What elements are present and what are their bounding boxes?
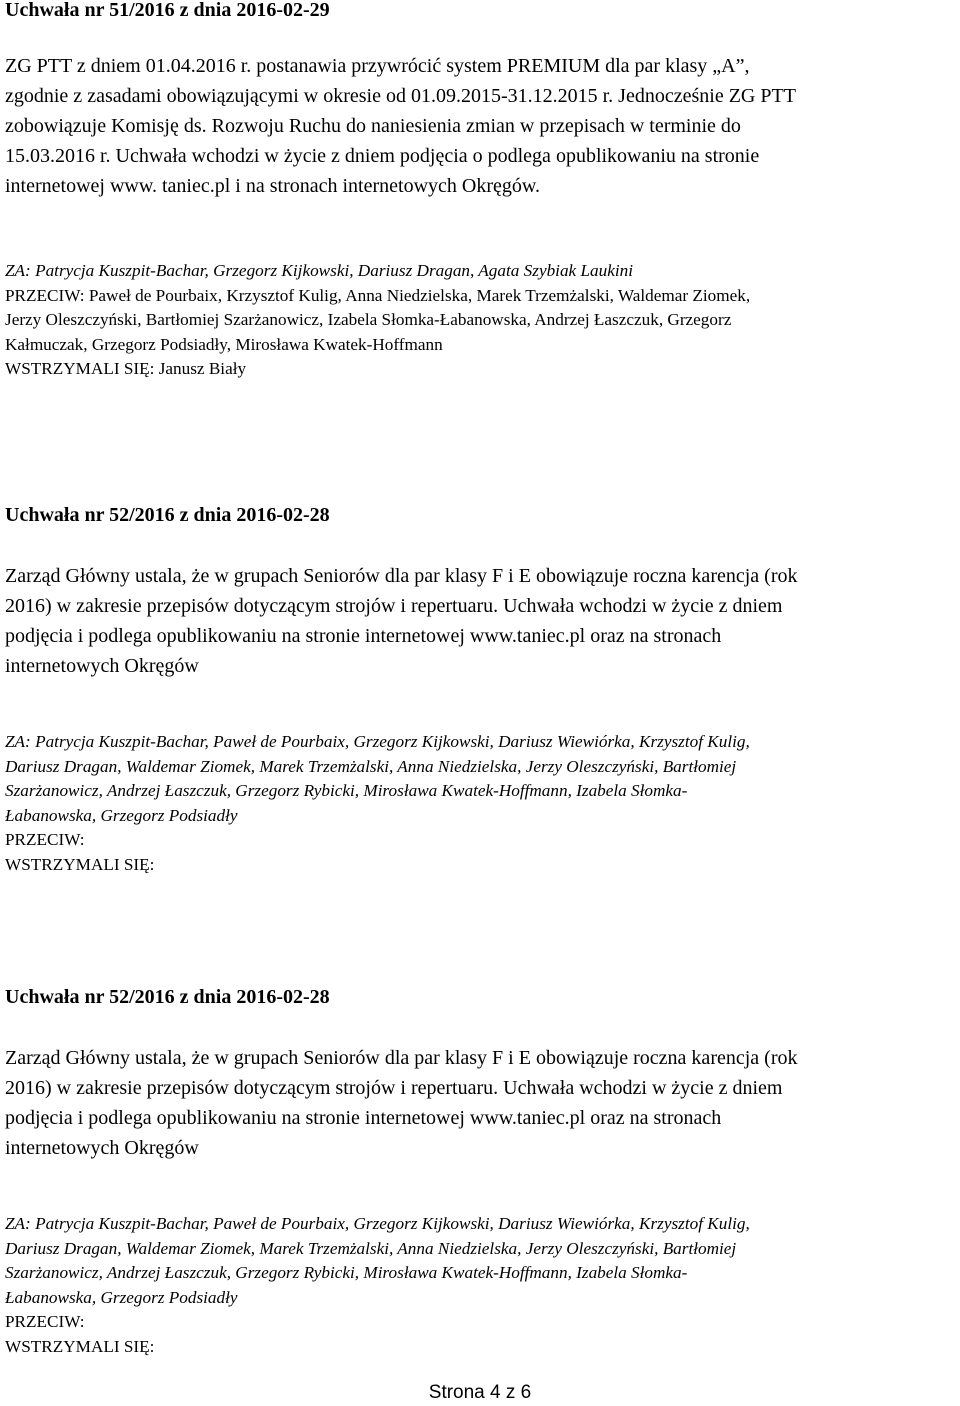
vote-results [5,730,957,877]
body-line: Zarząd Główny ustala, że w grupach Seniorów dla par klasy F i E obowiązuje roczna karencja (rok [5,565,798,587]
body-line: 2016) w zakresie przepisów dotyczącym strojów i repertuaru. Uchwała wchodzi w życie z dniem [5,595,783,617]
votes-abstained: WSTRZYMALI SIĘ: [5,1336,155,1356]
body-line: zobowiązuje Komisję ds. Rozwoju Ruchu do naniesienia zmian w przepisach w terminie do [5,115,741,137]
resolution-title: Uchwała nr 52/2016 z dnia 2016-02-28 [5,986,330,1008]
votes-abstained: WSTRZYMALI SIĘ: [5,854,155,874]
votes-against: PRZECIW: Paweł de Pourbaix, Krzysztof Kulig, Anna Niedzielska, Marek Trzemżalski, Waldemar Ziomek, [5,285,751,305]
resolution-body [5,1043,957,1163]
resolution-body [5,561,957,681]
votes-for: ZA: Patrycja Kuszpit-Bachar, Paweł de Pourbaix, Grzegorz Kijkowski, Dariusz Wiewiórka, Krzysztof Kulig, [5,732,750,751]
votes-for-cont: Łabanowska, Grzegorz Podsiadły [5,1287,238,1307]
votes-for-cont: Szarżanowicz, Andrzej Łaszczuk, Grzegorz Rybicki, Mirosława Kwatek-Hoffmann, Izabela Słomka- [5,1263,688,1282]
votes-against-cont: Jerzy Oleszczyński, Bartłomiej Szarżanowicz, Izabela Słomka-Łabanowska, Andrzej Łaszczuk, Grzegorz [5,310,732,329]
body-line: Zarząd Główny ustala, że w grupach Seniorów dla par klasy F i E obowiązuje roczna karencja (rok [5,1047,798,1069]
votes-for-cont: Szarżanowicz, Andrzej Łaszczuk, Grzegorz Rybicki, Mirosława Kwatek-Hoffmann, Izabela Słomka- [5,781,688,800]
votes-for: ZA: Patrycja Kuszpit-Bachar, Grzegorz Kijkowski, Dariusz Dragan, Agata Szybiak Laukini [5,261,633,280]
votes-for-cont: Dariusz Dragan, Waldemar Ziomek, Marek Trzemżalski, Anna Niedzielska, Jerzy Oleszczyński, Bartłomiej [5,756,737,776]
resolution-title: Uchwała nr 51/2016 z dnia 2016-02-29 [5,0,330,21]
votes-against: PRZECIW: [5,830,85,849]
votes-for-cont: Dariusz Dragan, Waldemar Ziomek, Marek Trzemżalski, Anna Niedzielska, Jerzy Oleszczyński, Bartłomiej [5,1238,737,1258]
votes-for-cont: Łabanowska, Grzegorz Podsiadły [5,805,238,825]
page-number: Strona 4 z 6 [428,1382,532,1403]
votes-abstained: WSTRZYMALI SIĘ: Janusz Biały [5,359,247,378]
body-line: internetowych Okręgów [5,655,199,677]
vote-results [5,259,957,382]
votes-against: PRZECIW: [5,1312,85,1331]
body-line: zgodnie z zasadami obowiązującymi w okresie od 01.09.2015-31.12.2015 r. Jednocześnie ZG PTT [5,85,796,107]
body-line: 15.03.2016 r. Uchwała wchodzi w życie z dniem podjęcia o podlega opublikowaniu na stronie [5,145,760,167]
body-line: podjęcia i podlega opublikowaniu na stronie internetowej www.taniec.pl oraz na stronach [5,625,722,647]
resolution-title: Uchwała nr 52/2016 z dnia 2016-02-28 [5,504,330,526]
votes-for: ZA: Patrycja Kuszpit-Bachar, Paweł de Pourbaix, Grzegorz Kijkowski, Dariusz Wiewiórka, Krzysztof Kulig, [5,1214,750,1233]
body-line: podjęcia i podlega opublikowaniu na stronie internetowej www.taniec.pl oraz na stronach [5,1107,722,1129]
vote-results [5,1212,957,1359]
body-line: internetowej www. taniec.pl i na stronach internetowych Okręgów. [5,175,541,197]
votes-against-cont: Kałmuczak, Grzegorz Podsiadły, Mirosława Kwatek-Hoffmann [5,334,443,354]
resolution-body [5,51,957,201]
body-line: 2016) w zakresie przepisów dotyczącym strojów i repertuaru. Uchwała wchodzi w życie z dniem [5,1077,783,1099]
body-line: internetowych Okręgów [5,1137,199,1159]
body-line: ZG PTT z dniem 01.04.2016 r. postanawia przywrócić system PREMIUM dla par klasy „A”, [5,55,750,77]
